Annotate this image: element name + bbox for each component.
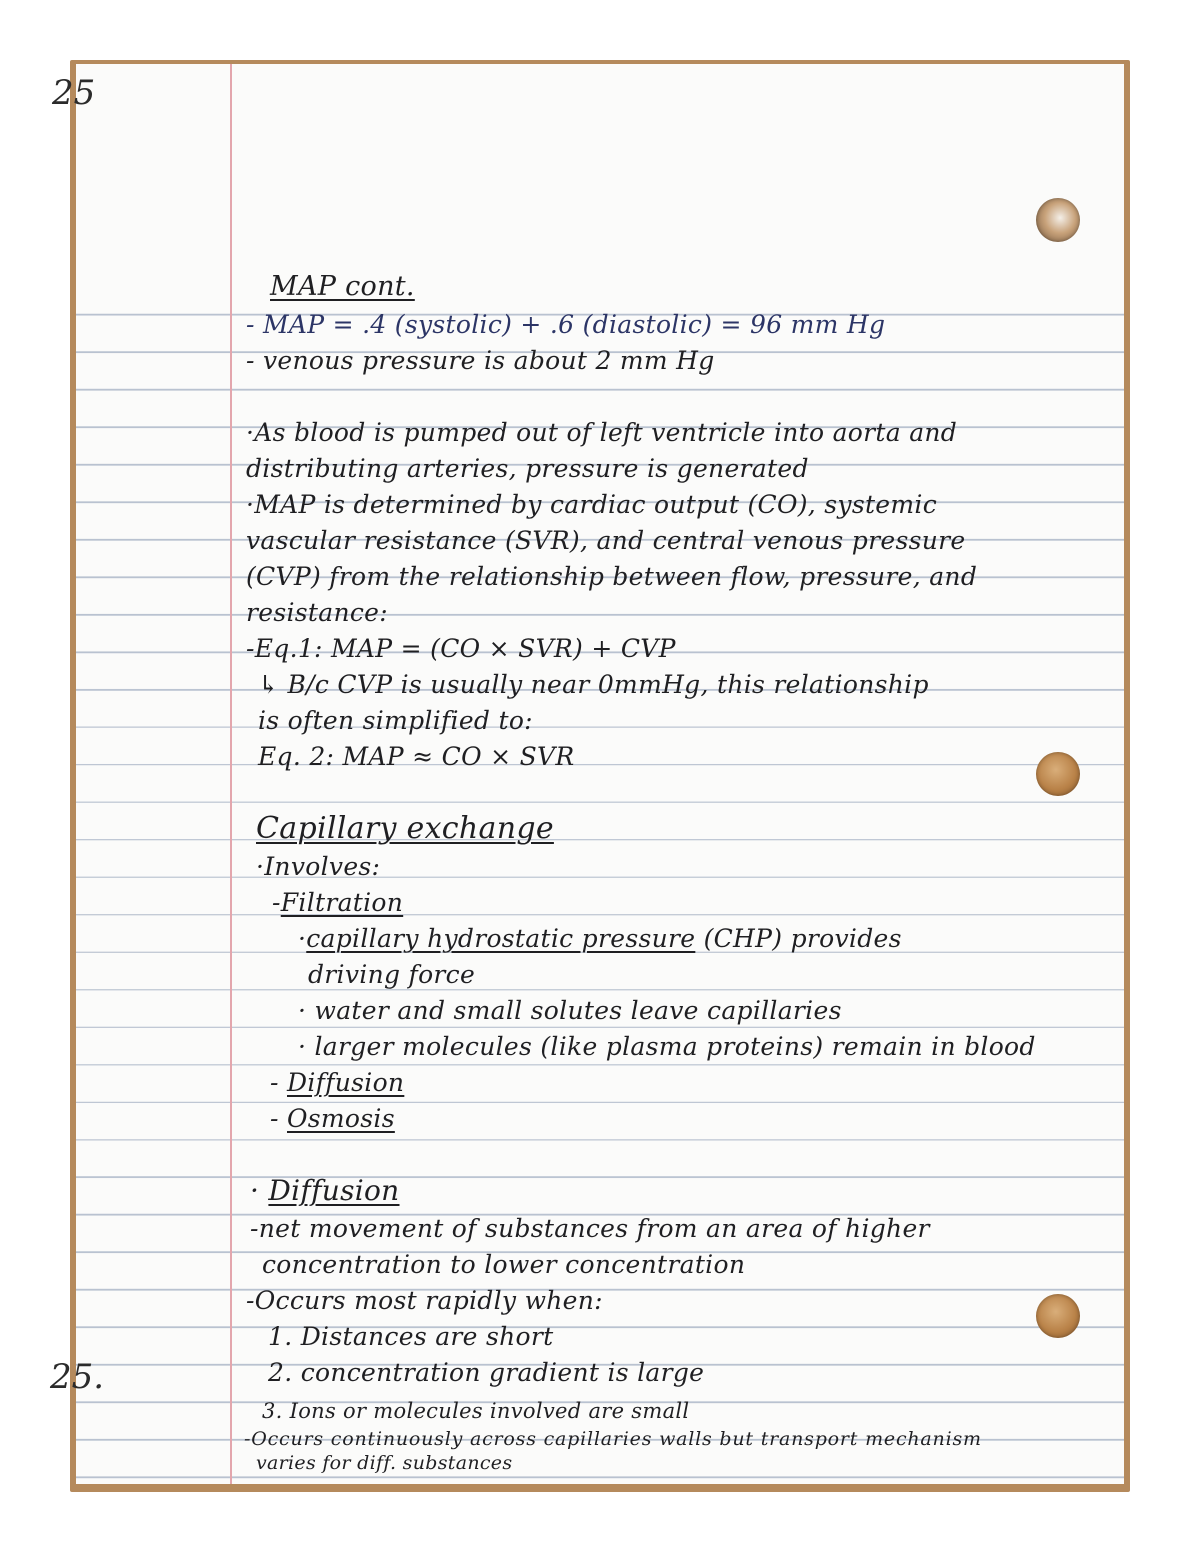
driving-force-line: driving force	[308, 960, 476, 989]
chp-term: capillary hydrostatic pressure	[306, 924, 696, 953]
larger-molecules-line: · larger molecules (like plasma proteins) remain in blood	[298, 1032, 1036, 1061]
chp-line	[298, 924, 902, 954]
diffusion-heading-line	[250, 1176, 400, 1206]
map-determined-line-4: resistance:	[246, 598, 388, 627]
map-determined-line-2: vascular resistance (SVR), and central venous pressure	[246, 526, 966, 555]
blood-pumped-line-2: distributing arteries, pressure is generated	[246, 454, 809, 483]
cvp-note-line-2: is often simplified to:	[258, 706, 533, 735]
map-formula-line: - MAP = .4 (systolic) + .6 (diastolic) = 96 mm Hg	[246, 310, 886, 339]
net-movement-line-2: concentration to lower concentration	[262, 1250, 746, 1279]
venous-pressure-line: - venous pressure is about 2 mm Hg	[246, 346, 715, 375]
diffusion-item-dash: -	[270, 1068, 287, 1097]
binder-hole-bottom	[1036, 1294, 1080, 1338]
condition-1-line: 1. Distances are short	[268, 1322, 554, 1351]
page-header-area	[76, 64, 1124, 278]
map-determined-line-3: (CVP) from the relationship between flow, pressure, and	[246, 562, 978, 591]
heading-capillary-exchange: Capillary exchange	[256, 811, 554, 846]
map-determined-line-1: ·MAP is determined by cardiac output (CO), systemic	[246, 490, 938, 519]
diffusion-heading-bullet: ·	[250, 1174, 269, 1207]
varies-line: varies for diff. substances	[256, 1452, 513, 1474]
blood-pumped-line-1: ·As blood is pumped out of left ventricle into aorta and	[246, 418, 958, 447]
heading-map-cont: MAP cont.	[270, 271, 415, 302]
filtration-term: Filtration	[280, 888, 404, 917]
binder-hole-top	[1036, 198, 1080, 242]
net-movement-line-1: -net movement of substances from an area of higher	[250, 1214, 930, 1243]
binder-hole-middle	[1036, 752, 1080, 796]
cvp-note-line-1: ↳ B/c CVP is usually near 0mmHg, this relationship	[258, 670, 929, 699]
filtration-line	[272, 888, 403, 918]
occurs-continuously-line: -Occurs continuously across capillaries walls but transport mechanism	[244, 1428, 982, 1450]
equation-2-line: Eq. 2: MAP ≈ CO × SVR	[258, 742, 575, 771]
diffusion-item-line	[270, 1068, 404, 1098]
chp-rest: (CHP) provides	[695, 924, 902, 953]
osmosis-item-line	[270, 1104, 395, 1134]
involves-line: ·Involves:	[256, 852, 381, 881]
chp-bullet: ·	[298, 924, 307, 953]
condition-3-line: 3. Ions or molecules involved are small	[262, 1399, 690, 1423]
margin-line	[230, 64, 232, 1484]
occurs-rapidly-line: -Occurs most rapidly when:	[246, 1286, 603, 1315]
diffusion-item-term: Diffusion	[287, 1068, 405, 1097]
filtration-dash: -	[272, 888, 281, 917]
water-solutes-line: · water and small solutes leave capillaries	[298, 996, 842, 1025]
osmosis-item-term: Osmosis	[287, 1104, 395, 1133]
osmosis-item-dash: -	[270, 1104, 287, 1133]
page-number-top: 25	[52, 73, 96, 113]
page-number-bottom: 25.	[50, 1357, 105, 1397]
equation-1-line: -Eq.1: MAP = (CO × SVR) + CVP	[246, 634, 676, 663]
condition-2-line: 2. concentration gradient is large	[268, 1358, 705, 1387]
diffusion-heading-term: Diffusion	[268, 1174, 400, 1207]
